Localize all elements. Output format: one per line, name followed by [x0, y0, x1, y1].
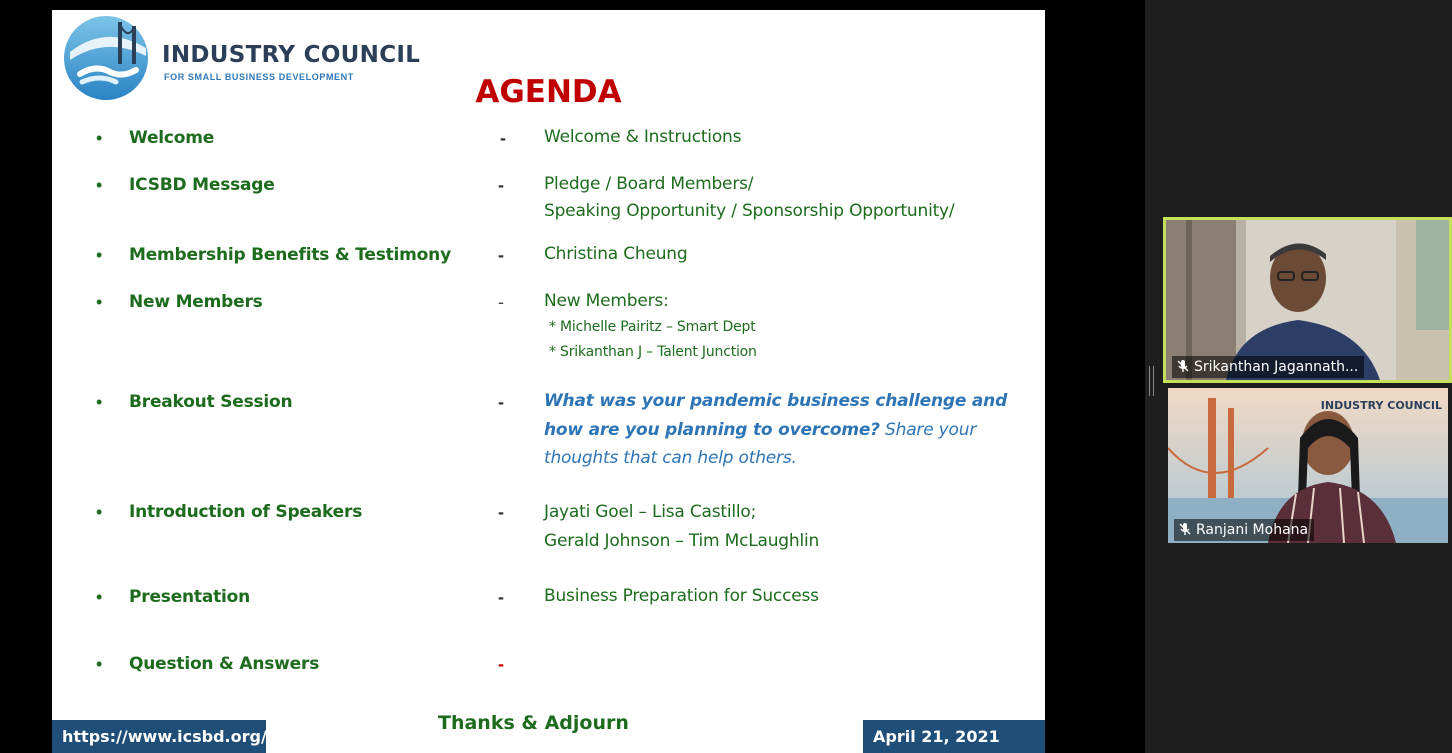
agenda-item-label: Introduction of Speakers	[129, 502, 363, 522]
agenda-item-label: ICSBD Message	[129, 175, 275, 195]
bullet: •	[96, 128, 103, 148]
bullet: •	[96, 392, 103, 412]
background-logo-text: INDUSTRY COUNCIL	[1320, 399, 1442, 412]
agenda-item-label: Welcome	[129, 128, 215, 148]
footer-thanks: Thanks & Adjourn	[438, 712, 629, 734]
agenda-item-description: Business Preparation for Success	[544, 586, 819, 606]
bullet: •	[96, 175, 103, 195]
bullet: •	[96, 587, 103, 607]
muted-mic-icon	[1178, 522, 1192, 536]
dash: -	[498, 502, 504, 522]
slide-title: AGENDA	[475, 74, 622, 110]
new-member-entry: * Michelle Pairitz – Smart Dept	[549, 319, 756, 335]
muted-mic-icon	[1176, 359, 1190, 373]
agenda-item-description: Jayati Goel – Lisa Castillo; Gerald Johnson – Tim McLaughlin	[544, 502, 820, 551]
agenda-item-label: Presentation	[129, 587, 251, 607]
dash: -	[498, 245, 504, 265]
footer-date: April 21, 2021	[863, 720, 1045, 753]
bullet: •	[96, 245, 103, 265]
logo-subtitle: FOR SMALL BUSINESS DEVELOPMENT	[164, 72, 354, 82]
dash: -	[498, 292, 504, 312]
logo-title: INDUSTRY COUNCIL	[162, 42, 421, 68]
agenda-item-label: Question & Answers	[129, 654, 320, 674]
breakout-question: What was your pandemic business challenge and how are you planning to overcome? Share your thoughts that can help others.	[544, 391, 1008, 468]
bullet: •	[96, 654, 103, 674]
dash: -	[498, 175, 504, 195]
agenda-item-description: Christina Cheung	[544, 244, 688, 264]
presentation-slide	[52, 10, 1045, 753]
panel-resize-handle[interactable]	[1149, 366, 1154, 396]
participant-name-label: Ranjani Mohana	[1174, 519, 1314, 541]
participant-video-tile[interactable]	[1168, 388, 1448, 543]
footer-url: https://www.icsbd.org/	[52, 720, 266, 753]
agenda-item-label: New Members	[129, 292, 263, 312]
dash: -	[500, 128, 506, 148]
agenda-item-description: Pledge / Board Members/ Speaking Opportunity / Sponsorship Opportunity/	[544, 174, 955, 221]
dash: -	[498, 654, 504, 674]
participant-name-label: Srikanthan Jagannath...	[1172, 356, 1364, 378]
agenda-item-description: New Members: * Michelle Pairitz – Smart Dept * Srikanthan J – Talent Junction	[544, 288, 757, 365]
agenda-item-label: Breakout Session	[129, 392, 293, 412]
agenda-item-description: Welcome & Instructions	[544, 127, 742, 147]
dash: -	[498, 392, 504, 412]
new-member-entry: * Srikanthan J – Talent Junction	[549, 344, 757, 360]
dash: -	[498, 587, 504, 607]
agenda-item-label: Membership Benefits & Testimony	[129, 245, 451, 265]
bullet: •	[96, 292, 103, 312]
participant-video-tile[interactable]	[1163, 217, 1452, 383]
bullet: •	[96, 502, 103, 522]
